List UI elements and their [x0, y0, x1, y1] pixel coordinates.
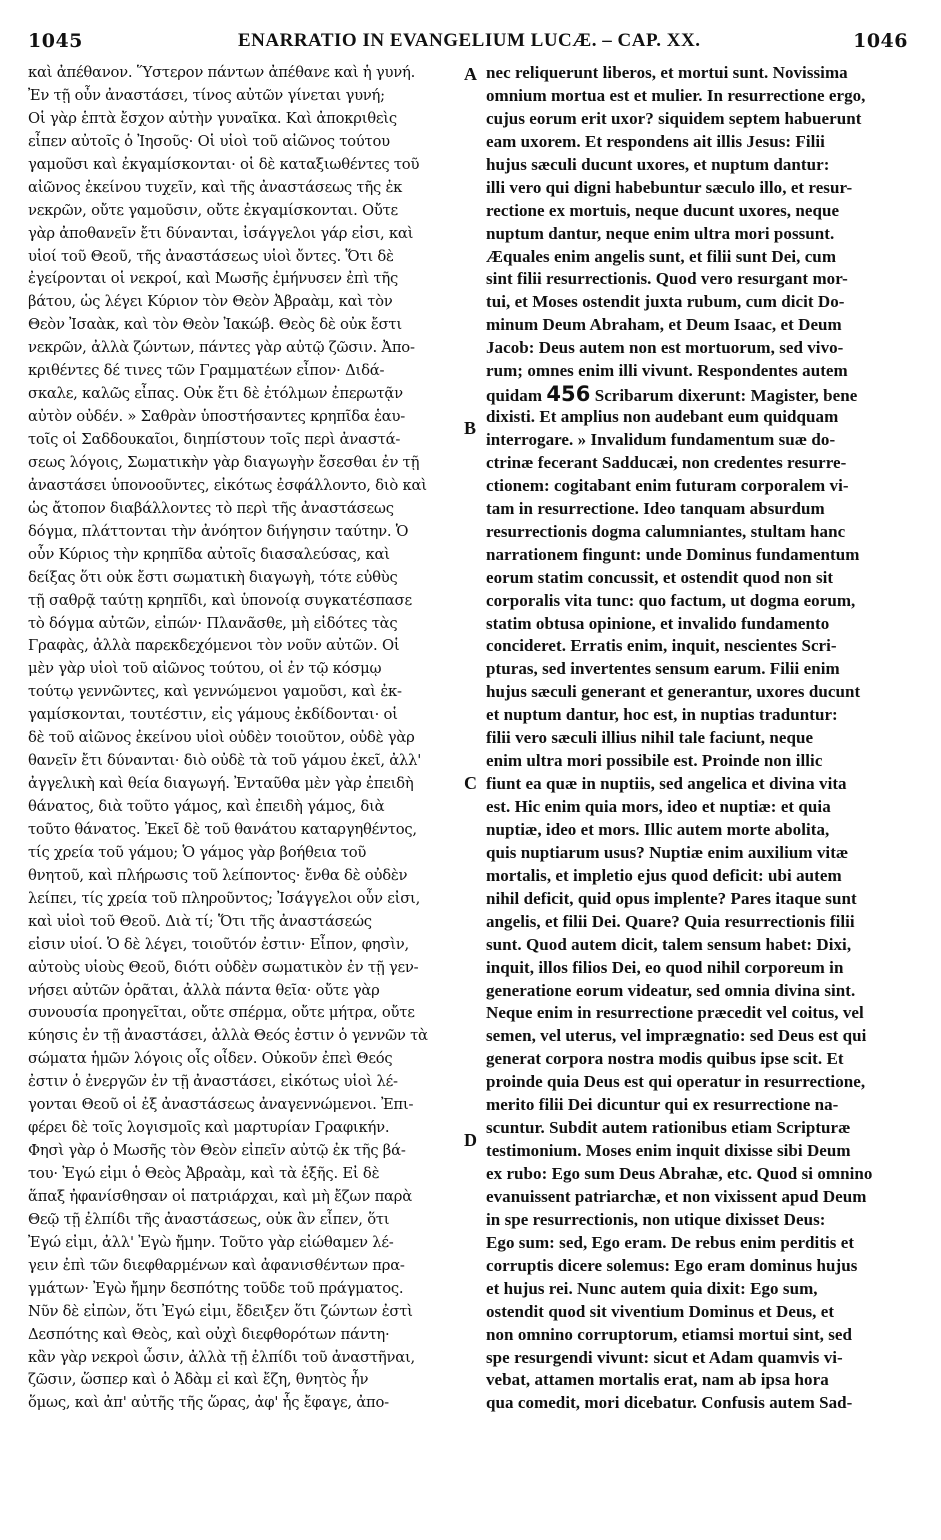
greek-line: κύησις ἐν τῇ ἀναστάσει, ἀλλὰ Θεός ἐστιν ὁ γεννῶν τὰ: [28, 1027, 428, 1045]
greek-line: γειν ἐπὶ τῶν διεφθαρμένων καὶ ἀφανισθέντων πρα-: [28, 1256, 405, 1274]
greek-line: νεκρῶν, οὔτε γαμοῦσιν, οὔτε ἐκγαμίσκονται. Οὔτε: [28, 201, 398, 219]
latin-line: ex rubo: Ego sum Deus Abrahæ, etc. Quod si omnino: [486, 1164, 873, 1183]
greek-line: θάνατος, διὰ τοῦτο γάμος, καὶ ἐπειδὴ γάμος, διὰ: [28, 798, 385, 815]
latin-line: interrogare. » Invalidum fundamentum suæ do-: [486, 430, 836, 449]
greek-line: τοῖς οἱ Σαδδουκαῖοι, διηπίστουν τοῖς περὶ ἀναστά-: [28, 431, 401, 448]
greek-line: σκαλε, καλῶς εἶπας. Οὐκ ἔτι δὲ ἐτόλμων ἐπερωτᾷν: [28, 385, 403, 403]
section-marker-d: D: [464, 1130, 477, 1150]
latin-line: statim obtusa opinione, et invalido fundamento: [486, 613, 830, 633]
greek-text-column: [28, 62, 460, 1415]
latin-line: fiunt ea quæ in nuptiis, sed angelica et divina vita: [486, 774, 847, 794]
latin-line: spe resurgendi vivunt: sicut et Adam quamvis vi-: [486, 1347, 843, 1367]
greek-line: θανεῖν ἔτι δύνανται· διὸ οὐδὲ τὰ τοῦ γάμου ἐκεῖ, ἀλλ': [28, 752, 422, 770]
latin-line: testimonium. Moses enim inquit dixisse sibi Deum: [486, 1141, 851, 1161]
latin-line: mortalis, et impletio ejus quod deficit: ubi autem: [486, 865, 842, 885]
latin-line: Neque enim in resurrectione præcedit vel coitus, vel: [486, 1003, 864, 1023]
greek-line: τῇ σαθρᾷ ταύτῃ κρηπῖδι, καὶ ὑπονοίᾳ συγκατέσπασε: [28, 591, 412, 609]
latin-line: dixisti. Et amplius non audebant eum quidquam: [486, 407, 839, 427]
latin-line: hujus sæculi generant et generantur, uxores ducunt: [486, 682, 861, 702]
latin-line: pturas, sed invertentes sensum earum. Filii enim: [486, 659, 840, 679]
greek-line: αὐτοὺς υἱοὺς Θεοῦ, διότι οὐδὲν σωματικὸν ἐν τῇ γεν-: [28, 958, 419, 976]
greek-line: νεκρῶν, ἀλλὰ ζώντων, πάντες γὰρ αὐτῷ ζῶσιν. Ἀπο-: [28, 339, 415, 357]
latin-line: enim ultra mori possibile est. Proinde non illic: [486, 751, 823, 771]
greek-line: οὖν Κύριος τὴν κρηπῖδα αὐτοῖς διασαλεύσας, καὶ: [28, 545, 390, 563]
greek-line: βάτου, ὡς λέγει Κύριον τὸν Θεὸν Ἀβραὰμ, καὶ τὸν: [28, 293, 393, 311]
greek-line: γονται Θεοῦ οἱ ἐξ ἀναστάσεως ἀναγεννώμενοι. Ἐπι-: [28, 1096, 414, 1114]
greek-line: αὐτὸν οὐδέν. » Σαθρὰν ὑποστήσαντες κρηπῖδα ἑαυ-: [28, 408, 406, 426]
latin-line: filii vero sæculi illius nihil tale faciunt, neque: [486, 728, 814, 748]
greek-line: ὡς ἄτοπον διαβάλλοντες τὸ περὶ τῆς ἀναστάσεως: [28, 499, 394, 517]
latin-line: quis nuptiarum usus? Nuptiæ enim auxilium vitæ: [486, 842, 849, 862]
greek-line: κριθέντες δέ τινες τῶν Γραμματέων εἶπον· Διδά-: [28, 362, 385, 380]
greek-line: γαμίσκονται, τουτέστιν, εἰς γάμους ἐκδίδονται· οἱ: [28, 706, 398, 724]
greek-line: τὸ δόγμα αὐτῶν, εἰπών· Πλανᾶσθε, μὴ εἰδότες τὰς: [28, 614, 398, 632]
greek-line: νήσει αὐτῶν ὁρᾶται, ἀλλὰ πάντα θεῖα· οὔτε γὰρ: [28, 981, 380, 999]
latin-line: [486, 383, 906, 406]
latin-line: et nuptum dantur, hoc est, in nuptias traduntur:: [486, 705, 838, 725]
latin-line: concideret. Erratis enim, inquit, nescientes Scri-: [486, 636, 837, 656]
greek-line: κἂν γὰρ νεκροὶ ὦσιν, ἀλλὰ τῇ ἐλπίδι τοῦ ἀναστῆναι,: [28, 1348, 415, 1366]
latin-line: merito filii Dei dicuntur qui ex resurrectione na-: [486, 1095, 839, 1115]
latin-line: generat corpora nostra modis quibus ipse scit. Et: [486, 1049, 844, 1069]
greek-line: μὲν γὰρ υἱοὶ τοῦ αἰῶνος τούτου, οἱ ἐν τῷ κόσμῳ: [28, 660, 382, 678]
latin-line: semen, vel uterus, vel imprægnatio: sed Deus est qui: [486, 1026, 867, 1046]
latin-line: sint filii resurrectionis. Quod vero resurgant mor-: [486, 269, 848, 289]
greek-line: Νῦν δὲ εἰπὼν, ὅτι Ἐγώ εἰμι, ἔδειξεν ὅτι ζώντων ἐστὶ: [28, 1302, 413, 1320]
greek-line: τούτῳ γεννῶντες, καὶ γεννώμενοι γαμοῦσι, καὶ ἐκ-: [28, 683, 402, 701]
latin-line: corporalis vita tunc: quo factum, ut dogma eorum,: [486, 590, 856, 610]
greek-line: σεως λόγοις, Σωματικὴν γὰρ διαγωγὴν ἔσεσθαι ἐν τῇ: [28, 453, 420, 471]
latin-line: tui, et Moses ostendit juxta rubum, cum dicit Do-: [486, 292, 845, 312]
latin-line: narrationem fingunt: unde Dominus fundamentum: [486, 544, 860, 564]
latin-line: inquit, illos filios Dei, eo quod nihil corporeum in: [486, 957, 844, 977]
greek-line: δὲ τοῦ αἰῶνος ἐκείνου υἱοὶ οὐδὲν τοιοῦτον, οὐδὲ γὰρ: [28, 729, 415, 747]
latin-line: tam in resurrectione. Ideo tanquam absurdum: [486, 498, 825, 518]
latin-line: non omnino corruptorum, etiamsi mortui sint, sed: [486, 1324, 853, 1344]
latin-line: et hujus rei. Nunc autem quia dixit: Ego sum,: [486, 1278, 818, 1298]
latin-line: rectione ex mortuis, neque ducunt uxores, neque: [486, 200, 840, 220]
latin-line: omnium mortua est et mulier. In resurrectione ergo,: [486, 85, 866, 105]
latin-line: hujus sæculi ducunt uxores, et nuptum dantur:: [486, 154, 830, 174]
greek-line: ὅμως, καὶ ἀπ' αὐτῆς τῆς ὥρας, ἀφ' ἧς ἔφαγε, ἀπο-: [28, 1394, 389, 1412]
greek-line: καὶ ἀπέθανον. Ὕστερον πάντων ἀπέθανε καὶ ἡ γυνή.: [28, 64, 416, 81]
greek-line: θνητοῦ, καὶ πλήρωσις τοῦ λείποντος· ἔνθα δὲ οὐδὲν: [28, 866, 408, 884]
latin-line: nuptiæ, ideo et mors. Illic autem morte abolita,: [486, 819, 830, 839]
greek-line: δείξας ὅτι οὐκ ἔστι σωματικὴ διαγωγὴ, τότε εὐθὺς: [28, 568, 398, 586]
latin-line-part: quidam: [486, 386, 543, 406]
greek-line: ἀναστάσει ὑπονοοῦντες, εἰκότως ἐσφάλλοντο, διὸ καὶ: [28, 476, 427, 494]
greek-line: του· Ἐγώ εἰμι ὁ Θεὸς Ἀβραὰμ, καὶ τὰ ἑξῆς. Εἰ δὲ: [28, 1165, 380, 1182]
greek-line: ἐστιν ὁ ἐνεργῶν ἐν τῇ ἀναστάσει, εἰκότως υἱοὶ λέ-: [28, 1073, 398, 1091]
latin-line: eam uxorem. Et respondens ait illis Jesus: Filii: [486, 131, 825, 151]
page-number-left: 1045: [28, 30, 83, 52]
greek-line: αἰῶνος ἐκείνου τυχεῖν, καὶ τῆς ἀναστάσεως τῆς ἐκ: [28, 178, 403, 196]
greek-line: τίς χρεία τοῦ γάμου; Ὁ γάμος γὰρ βοήθεια τοῦ: [28, 843, 367, 861]
latin-line: Æquales enim angelis sunt, et filii sunt Dei, cum: [486, 246, 837, 266]
latin-line: cujus eorum erit uxor? siquidem septem habuerunt: [486, 108, 862, 128]
latin-line: minum Deum Abraham, et Deum Isaac, et Deum: [486, 315, 842, 335]
greek-line: δόγμα, πλάττονται τὴν ἀνόητον διήγησιν ταύτην. Ὁ: [28, 522, 409, 540]
latin-line: nuptum dantur, neque enim ultra mori possunt.: [486, 223, 835, 243]
greek-line: Θεὸν Ἰσαὰκ, καὶ τὸν Θεὸν Ἰακώβ. Θεὸς δὲ οὐκ ἔστι: [28, 316, 402, 334]
greek-line: φέρει δὲ τοῖς λογισμοῖς καὶ μαρτυρίαν Γραφικήν.: [28, 1119, 390, 1137]
greek-line: εἰσιν υἱοί. Ὁ δὲ λέγει, τοιοῦτόν ἐστιν· Εἶπον, φησὶν,: [28, 935, 409, 953]
greek-line: τοῦτο θάνατος. Ἐκεῖ δὲ τοῦ θανάτου καταργηθέντος,: [28, 820, 417, 838]
greek-line: εἶπεν αὐτοῖς ὁ Ἰησοῦς· Οἱ υἱοὶ τοῦ αἰῶνος τούτου: [28, 132, 390, 150]
latin-line: scuntur. Subdit autem rationibus etiam Scripturæ: [486, 1118, 851, 1138]
latin-line: Jacob: Deus autem non est mortuorum, sed vivo-: [486, 338, 844, 358]
latin-text-column: [486, 62, 906, 1415]
greek-line: ἅπαξ ἠφανίσθησαν οἱ πατριάρχαι, καὶ μὴ ἔζων παρὰ: [28, 1187, 412, 1205]
latin-line: vebat, attamen mortalis erat, nam ab ipsa hora: [486, 1370, 829, 1390]
latin-line: rum; omnes enim illi vivunt. Respondentes autem: [486, 361, 848, 381]
section-marker-a: A: [464, 64, 477, 84]
latin-line: ostendit quod sit viventium Dominus et Deus, et: [486, 1301, 835, 1321]
greek-line: Γραφὰς, ἀλλὰ παρεκδεχόμενοι τὸν νοῦν αὐτῶν. Οἱ: [28, 637, 400, 655]
latin-line: illi vero qui digni habebuntur sæculo illo, et resur-: [486, 177, 853, 197]
latin-line: in spe resurrectionis, non utique dixisset Deus:: [486, 1209, 826, 1229]
latin-line: qua comedit, mori dicebatur. Confusis autem Sad-: [486, 1393, 853, 1413]
page-number-right: 1046: [853, 30, 908, 52]
latin-line: eorum statim concussit, et ostendit quod non sit: [486, 567, 834, 587]
greek-line: Δεσπότης καὶ Θεὸς, καὶ οὐχὶ διεφθορότων πάντη·: [28, 1325, 390, 1343]
greek-line: ζῶσιν, ὥσπερ καὶ ὁ Ἀδὰμ εἰ καὶ ἔζη, θνητὸς ἦν: [28, 1371, 369, 1389]
page-header: [28, 30, 908, 56]
greek-line: καὶ υἱοὶ τοῦ Θεοῦ. Διὰ τί; Ὅτι τῆς ἀναστάσεώς: [28, 912, 372, 930]
greek-line: Ἐν τῇ οὖν ἀναστάσει, τίνος αὐτῶν γίνεται γυνή;: [28, 86, 385, 104]
section-marker-b: B: [464, 418, 477, 438]
greek-line: σώματα ἡμῶν λόγοις οἷς οἶδεν. Οὐκοῦν ἐπεὶ Θεός: [28, 1050, 393, 1068]
latin-line: sunt. Quod autem dicit, talem sensum habet: Dixi,: [486, 934, 852, 954]
latin-line: Ego sum: sed, Ego eram. De rebus enim perditis et: [486, 1232, 855, 1252]
greek-line: υἱοί τοῦ Θεοῦ, τῆς ἀναστάσεως υἱοὶ ὄντες. Ὅτι δὲ: [28, 247, 394, 265]
running-title: ENARRATIO IN EVANGELIUM LUCÆ. – CAP. XX.: [238, 30, 701, 51]
greek-line: Ἐγώ εἰμι, ἀλλ' Ἐγὼ ἤμην. Τοῦτο γὰρ εἰώθαμεν λέ-: [28, 1233, 394, 1251]
latin-line: est. Hic enim quia mors, ideo et nuptiæ: et quia: [486, 797, 831, 816]
latin-line: evanuissent patriarchæ, et non vixissent apud Deum: [486, 1186, 867, 1206]
greek-line: Φησὶ γὰρ ὁ Μωσῆς τὸν Θεὸν εἰπεῖν αὐτῷ ἐκ τῆς βά-: [28, 1142, 406, 1160]
latin-line: ctionem: cogitabant enim futuram corporalem vi-: [486, 475, 849, 495]
greek-line: γμάτων· Ἐγὼ ἤμην δεσπότης τοῦδε τοῦ πράγματος.: [28, 1279, 404, 1297]
column-number: 456: [546, 383, 591, 407]
greek-line: Οἱ γὰρ ἑπτὰ ἔσχον αὐτὴν γυναῖκα. Καὶ ἀποκριθεὶς: [28, 109, 397, 127]
latin-line: generatione eorum videatur, sed omnia divina sint.: [486, 980, 856, 1000]
greek-line: γὰρ ἀποθανεῖν ἔτι δύνανται, ἰσάγγελοι γάρ εἰσι, καὶ: [28, 224, 414, 242]
greek-line: ἀγγελικὴ καὶ θεία διαγωγή. Ἐνταῦθα μὲν γὰρ ἐπειδὴ: [28, 775, 414, 793]
latin-line: corruptis dicere solemus: Ego eram dominus hujus: [486, 1255, 858, 1275]
greek-line: ἐγείρονται οἱ νεκροί, καὶ Μωσῆς ἐμήνυσεν ἐπὶ τῆς: [28, 270, 398, 288]
latin-line: proinde quia Deus est qui operatur in resurrectione,: [486, 1072, 866, 1092]
section-marker-c: C: [464, 773, 477, 793]
greek-line: Θεῷ τῇ ἐλπίδι τῆς ἀναστάσεως, οὐκ ἂν εἶπεν, ὅτι: [28, 1210, 390, 1228]
latin-line: angelis, et filii Dei. Quare? Quia resurrectionis filii: [486, 911, 855, 931]
latin-line: resurrectionis dogma calumniantes, stultam hanc: [486, 521, 846, 541]
latin-line-part: Scribarum dixerunt: Magister, bene: [594, 386, 858, 406]
latin-line: ctrinæ fecerant Sadducæi, non credentes resurre-: [486, 452, 847, 472]
greek-line: συνουσία προηγεῖται, οὔτε σπέρμα, οὔτε μήτρα, οὔτε: [28, 1004, 415, 1022]
greek-line: γαμοῦσι καὶ ἐκγαμίσκονται· οἱ δὲ καταξιωθέντες τοῦ: [28, 155, 420, 173]
latin-line: nec reliquerunt liberos, et mortui sunt. Novissima: [486, 63, 848, 82]
latin-line: nihil deficit, quid opus implente? Pares itaque sunt: [486, 888, 857, 908]
greek-line: λείπει, τίς χρεία τοῦ πληροῦντος; Ἰσάγγελοι οὖν εἰσι,: [28, 889, 421, 907]
